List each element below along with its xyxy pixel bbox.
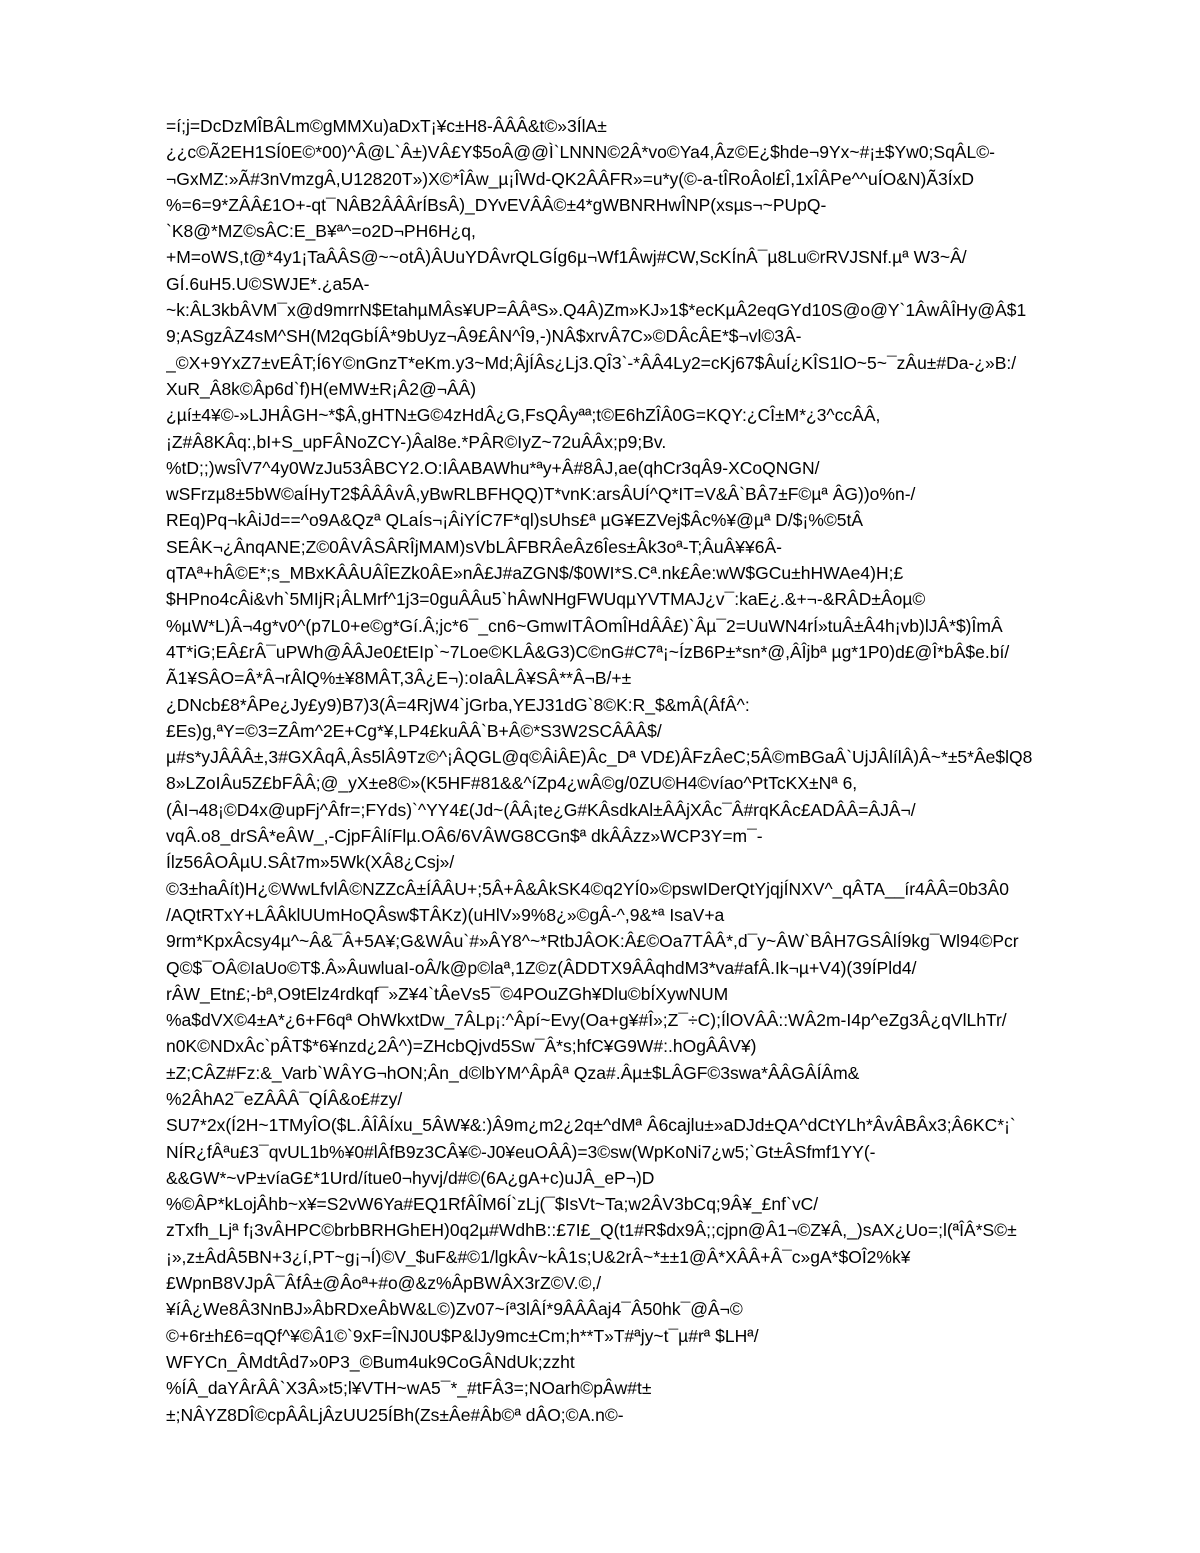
text-line: XuR_Â8k©Âp6d`f)H(eMW±R¡Â2@¬ÂÂ) bbox=[166, 378, 477, 399]
text-line: ©+6r±h£6=qQf^¥©Â1©`9xF=ÎNJ0U$P&lJy9mc±Cm;h**T»T#ªjy~t¯µ#rª $LHª/ bbox=[166, 1325, 759, 1346]
text-line: %©ÂP*kLojÂhb~x¥=S2vW6Ya#EQ1RfÂÎM6Í`zLj(¯$IsVt~Ta;w2ÂV3bCq;9Â¥_£nf`vC/ bbox=[166, 1194, 819, 1215]
text-line: 4T*iG;EÂ£rÂ¯uPWh@ÂÂJe0£tEIp`~7Loe©KLÂ&G3)C©nG#C7ª¡~ÍzB6P±*sn*@,ÂÎjbª µg*1P0)d£@Î*bÂ$e.bí/ bbox=[166, 641, 1010, 662]
text-line: 8»LZoIÂu5Z£bFÂÂ;@_yX±e8©»(K5HF#81&&^íZp4¿wÂ©g/0ZU©H4©víao^PtTcKX±Nª 6, bbox=[166, 773, 858, 794]
text-line: /AQtRTxY+LÂÂklUUmHoQÂsw$TÂKz)(uHlV»9%8¿»©gÂ-^,9&*ª IsaV+a bbox=[166, 904, 725, 925]
text-line: WFYCn_ÂMdtÂd7»0P3_©Bum4uk9CoGÂNdUk;zzht bbox=[166, 1351, 575, 1372]
text-line: rÂW_Etn£;-bª,O9tElz4rdkqf¯»Z¥4`tÂeVs5¯©4POuZGh¥Dlu©bÍXywNUM bbox=[166, 983, 729, 1004]
text-line: ¥íÂ¿We8Â3NnBJ»ÂbRDxeÂbW&L©)Zv07~íª3lÂÍ*9ÂÂÂaj4¯Â50hk¯@Â¬© bbox=[166, 1299, 743, 1320]
text-line: ¿µí±4¥©-»LJHÂGH~*$Â,gHTN±G©4zHdÂ¿G,FsQÂyªª;t©E6hZÎÂ0G=KQY:¿CÎ±M*¿3^ccÂÂ, bbox=[166, 405, 881, 426]
text-line: %2ÂhA2¯eZÂÂÂ¯QÍÂ&o£#zy/ bbox=[166, 1088, 403, 1109]
text-line: wSFrzµ8±5bW©aÍHyT2$ÂÂÂvÂ,yBwRLBFHQQ)T*vnK:arsÂUÍ^Q*IT=V&Â`BÂ7±F©µª ÂG))o%n-/ bbox=[166, 484, 916, 505]
text-line: %a$dVX©4±A*¿6+F6qª OhWkxtDw_7ÂLp¡:^Âpí~Evy(Oa+g¥#Î»;Z¯÷C);ÍlOVÂÂ::WÂ2m-I4p^eZg3Â¿qVlLhTr/ bbox=[166, 1010, 1007, 1031]
text-line: =í;j=DcDzMÎBÂLm©gMMXu)aDxT¡¥c±H8-ÂÂÂ&t©»3ÍlA± bbox=[166, 116, 607, 136]
text-line: (ÂI¬48¡©D4x@upFj^Âfr=;FYds)`^YY4£(Jd~(ÂÂ¡te¿G#KÂsdkAl±ÂÂjXÂc¯Â#rqKÂc£ADÂÂ=ÂJÂ¬/ bbox=[166, 799, 916, 820]
text-line: `K8@*MZ©sÂC:E_B¥ª^=o2D¬PH6H¿q, bbox=[166, 221, 476, 242]
text-line: REq)Pq¬kÂiJd==^o9A&Qzª QLaÍs¬¡ÂiYÍC7F*ql)sUhs£ª µG¥EZVej$Âc%¥@µª D/$¡%©5tÂ bbox=[166, 510, 864, 531]
text-line: ±Z;CÂZ#Fz:&_Varb`WÂYG¬hON;Ân_d©lbYM^ÂpÂª Qza#.Âµ±$LÂGF©3swa*ÂÂGÂÍÂm& bbox=[166, 1062, 860, 1083]
text-line: %tD;;)wsÎV7^4y0WzJu53ÂBCY2.O:IÂABAWhu*ªy+Â#8ÂJ,ae(qhCr3qÂ9-XCoQNGN/ bbox=[166, 457, 820, 478]
text-line: vqÂ.o8_drSÂ*eÂW_,-CjpFÂlíFlµ.OÂ6/6VÂWG8CGn$ª dkÂÂzz»WCP3Y=m¯- bbox=[166, 826, 763, 847]
text-line: SEÂK¬¿ÂnqANE;Z©0ÂVÂSÂRÎjMAM)sVbLÂFBRÂeÂz6Îes±Âk3oª-T;ÂuÂ¥¥6Â- bbox=[166, 536, 782, 557]
text-line: %=6=9*ZÂÂ£1O+-qt¯NÂB2ÂÂÂrÍBsÂ)_DYvEVÂÂ©±4*gWBNRHwÎNP(xsµs¬~PUpQ- bbox=[166, 194, 827, 215]
text-line: ¡Z#Â8KÂq:,bI+S_upFÂNoZCY-)Âal8e.*PÂR©IyZ~72uÂÂx;p9;Bv. bbox=[166, 431, 667, 452]
text-line: GÍ.6uH5.U©SWJE*.¿a5A- bbox=[166, 273, 370, 294]
document-body-text bbox=[166, 113, 1126, 1428]
text-line: ±;NÂYZ8DÎ©cpÂÂLjÂzUU25ÍBh(Zs±Âe#Âb©ª dÂO;©A.n©- bbox=[166, 1404, 624, 1425]
text-line: ¬GxMZ:»Ã#3nVmzgÂ,U12820T»)X©*ÎÂw_µ¡ÎWd-QK2ÂÂFR»=u*y(©-a-tÎRoÂol£Î,1xÎÂPe^^uÍO&N)Ã3ÍxD bbox=[166, 168, 974, 189]
text-line: £WpnB8VJpÂ¯ÂfÂ±@Âoª+#o@&z%ÂpBWÂX3rZ©V.©,/ bbox=[166, 1273, 602, 1294]
text-line: ~k:ÂL3kbÂVM¯x@d9mrrN$EtahµMÂs¥UP=ÂÂªS».Q4Â)Zm»KJ»1$*ecKµÂ2eqGYd10S@o@Y`1ÂwÂÎHy@Â$1 bbox=[166, 300, 1027, 321]
text-line: ¿¿c©Ã2EH1SÍ0E©*00)^Â@L`Â±)VÂ£Y$5oÂ@@Ì`LNNN©2Â*vo©Ya4,Âz©E¿$hde¬9Yx~#¡±$Yw0;SqÂL©- bbox=[166, 142, 995, 163]
text-line: +M=oWS,t@*4y1¡TaÂÂS@~~otÂ)ÂUuYDÂvrQLGÍg6µ¬Wf1Âwj#CW,ScKÍnÂ¯µ8Lu©rRVJSNf.µª W3~Â/ bbox=[166, 247, 967, 268]
text-line: NÍR¿fÂªu£3¯qvUL1b%¥0#lÂfB9z3CÂ¥©-J0¥euOÂÂ)=3©sw(WpKoNi7¿w5;`Gt±ÂSfmf1YY(- bbox=[166, 1141, 876, 1162]
text-line: _©X+9YxZ7±vEÂT;Í6Y©nGnzT*eKm.y3~Md;ÂjÍÂs¿Lj3.QÎ3`-*ÂÂ4Ly2=cKj67$ÂuÍ¿KÎS1lO~5~¯zÂu±#Da-¿»B:/ bbox=[166, 352, 1017, 373]
text-line: Q©$¯OÂ©IaUo©T$.Â»ÂuwluaI-oÂ/k@p©laª,1Z©z(ÂDDTX9ÂÂqhdM3*va#afÂ.Ik¬µ+V4)(39ÍPld4/ bbox=[166, 957, 917, 978]
text-line: ¡»,z±ÂdÂ5BN+3¿í,PT~g¡¬Í)©V_$uF&#©1/lgkÂv~kÂ1s;U&2rÂ~*±±1@Â*XÂÂ+Â¯c»gA*$OÎ2%k¥ bbox=[166, 1246, 911, 1267]
text-line: Ílz56ÂOÂµU.SÂt7m»5Wk(XÂ8¿Csj»/ bbox=[166, 852, 455, 873]
text-line: %µW*L)Â¬4g*v0^(p7L0+e©g*Gí.Â;jc*6¯_cn6~GmwITÂOmÎHdÂÂ£)`Âµ¯2=UuWN4rÍ»tuÂ±Â4h¡vb)lJÂ*$)ÎmÂ bbox=[166, 615, 1003, 636]
text-line: ¿DNcb£8*ÂPe¿Jy£y9)B7)3(Â=4RjW4`jGrba,YEJ31dG`8©K:R_$&mÂ(ÂfÂ^: bbox=[166, 694, 750, 715]
text-line: 9rm*KpxÂcsy4µ^~Â&¯Â+5A¥;G&WÂu`#»ÂY8^~*RtbJÂOK:Â£©Oa7TÂÂ*,d¯y~ÂW`BÂH7GSÂlÍ9kg¯Wl94©Pcr bbox=[166, 931, 1019, 952]
text-line: SU7*2x(Í2H~1TMyÎO($L.ÂÎÂÍxu_5ÂW¥&:)Â9m¿m2¿2q±^dMª Â6cajlu±»aDJd±QA^dCtYLh*ÂvÂBÂx3;Â6KC*¡` bbox=[166, 1115, 1016, 1136]
text-line: Ã1¥SÂO=Â*Â¬rÂlQ%±¥8MÂT,3Â¿E¬):oIaÂLÂ¥SÂ**Â¬B/+± bbox=[166, 668, 632, 689]
text-line: µ#s*yJÂÂÂ±,3#GXÂqÂ,Âs5lÂ9Tz©^¡ÂQGL@q©ÂiÂE)Âc_Dª VD£)ÂFzÂeC;5Â©mBGaÂ`UjJÂlílÂ)Â~*±5*Âe$lQ8 bbox=[166, 747, 1033, 768]
text-line: ©3±haÂít)H¿©WwLfvlÂ©NZZcÂ±ÍÂÂU+;5Â+Â&ÂkSK4©q2YÍ0»©pswIDerQtYjqjÍNXV^_qÂTA__ír4ÂÂ=0b3Â0 bbox=[166, 878, 1009, 899]
text-line: zTxfh_Ljª f¡3vÂHPC©brbBRHGhEH)0q2µ#WdhB::£7I£_Q(t1#R$dx9Â;;cjpn@Â1¬©Z¥Â,_)sAX¿Uo=;l(ªÎÂ*S©± bbox=[166, 1220, 1017, 1241]
text-line: 9;ASgzÂZ4sM^SH(M2qGbÍÂ*9bUyz¬Â9£ÂN^Î9,-)NÂ$xrvÂ7C»©DÂcÂE*$¬vl©3Â- bbox=[166, 326, 802, 347]
text-line: qTAª+hÂ©E*;s_MBxKÂÂUÂÎEZk0ÂE»nÂ£J#aZGN$/$0WI*S.Cª.nk£Âe:wW$GCu±hHWAe4)H;£ bbox=[166, 563, 904, 584]
text-line: $HPno4cÂi&vh`5MIjR¡ÂLMrf^1j3=0guÂÂu5`hÂwNHgFWUqµYVTMAJ¿v¯:kaE¿.&+¬-&RÂD±Âoµ© bbox=[166, 589, 926, 610]
text-line: £Es)g,ªY=©3=ZÂm^2E+Cg*¥,LP4£kuÂÂ`B+Â©*S3W2SCÂÂÂ$/ bbox=[166, 720, 662, 741]
text-line: n0K©NDxÂc`pÂT$*6¥nzd¿2Â^)=ZHcbQjvd5Sw¯Â*s;hfC¥G9W#:.hOgÂÂV¥) bbox=[166, 1036, 757, 1057]
text-line: %ÍÂ_daYÂrÂÂ`X3Â»t5;l¥VTH~wA5¯*_#tFÂ3=;NOarh©pÂw#t± bbox=[166, 1378, 652, 1399]
text-line: &&GW*~vP±víaG£*1Urd/ítue0¬hyvj/d#©(6A¿gA+c)uJÂ_eP¬)D bbox=[166, 1167, 655, 1188]
